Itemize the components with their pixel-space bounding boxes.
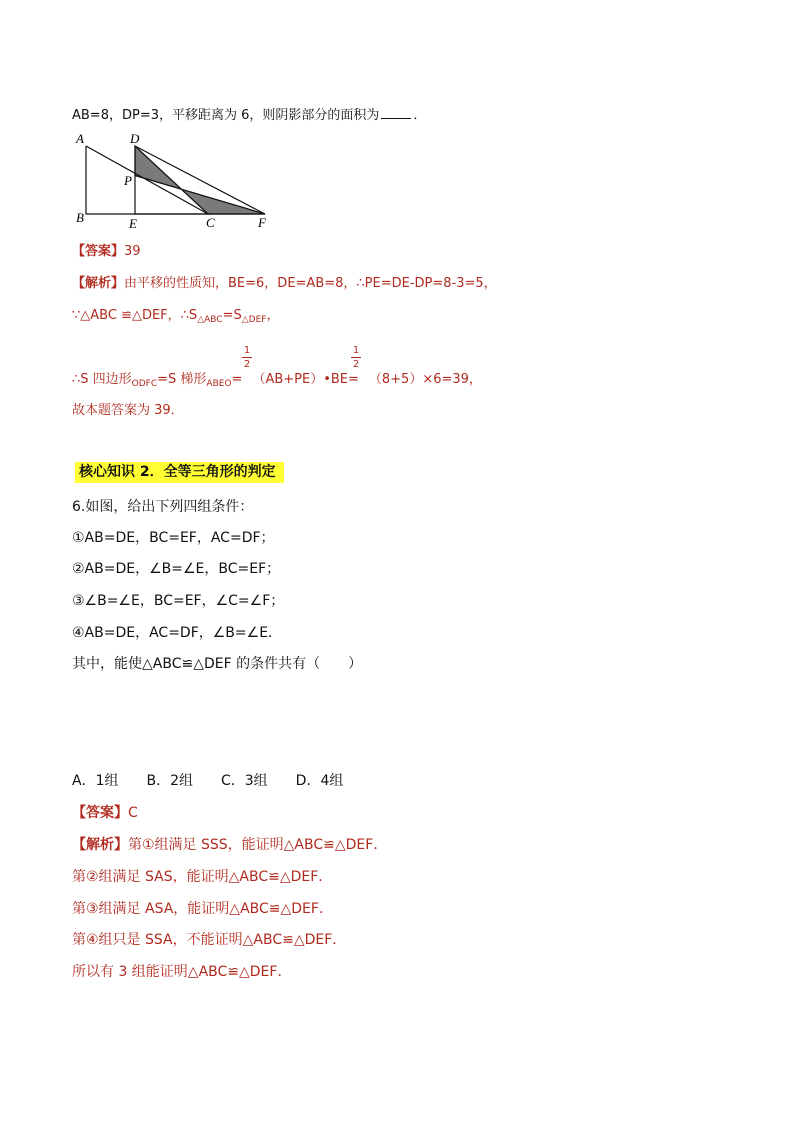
q5-analysis-line1: [72, 272, 497, 291]
answer-blank: [381, 106, 411, 119]
label-f: F: [258, 215, 266, 230]
fraction-half-1: [242, 345, 252, 370]
q6-analysis-line1: [72, 834, 387, 854]
section-title: 核心知识 2．全等三角形的判定: [75, 462, 284, 483]
q6-analysis-line4: 第④组只是 SSA，不能证明△ABC≌△DEF．: [72, 932, 347, 948]
analysis-tag: 【解析】: [72, 837, 128, 853]
q6-stem: 6.如图，给出下列四组条件：: [72, 499, 254, 515]
q6-condition-4: ④AB=DE，AC=DF，∠B=∠E．: [72, 625, 283, 641]
section-heading: [75, 461, 284, 481]
q6-analysis-line5: 所以有 3 组能证明△ABC≌△DEF．: [72, 964, 292, 980]
label-b: B: [76, 210, 84, 225]
fraction-numerator: 1: [352, 345, 360, 356]
answer-value: C: [128, 805, 138, 821]
fraction-half-2: [351, 345, 361, 370]
label-p: P: [124, 173, 132, 188]
q5-stem-end: ．: [413, 108, 427, 123]
q6-analysis-line2: 第②组满足 SAS，能证明△ABC≌△DEF．: [72, 869, 333, 885]
q5-answer: [72, 240, 141, 259]
triangle-abc: [86, 146, 208, 214]
label-d: D: [130, 131, 140, 146]
q5-stem-text: AB=8，DP=3，平移距离为 6，则阴影部分的面积为: [72, 108, 380, 123]
analysis-text: =S 梯形: [157, 372, 207, 387]
analysis-text: 第①组满足 SSS，能证明△ABC≌△DEF．: [128, 837, 388, 853]
q5-analysis-line3: [72, 368, 482, 389]
fraction-denominator: 2: [352, 359, 360, 370]
answer-value: 39: [124, 244, 141, 259]
analysis-text: （8+5）×6=39，: [368, 372, 482, 387]
analysis-text: ∵△ABC ≌△DEF，∴S: [72, 308, 198, 323]
q6-condition-3: ③∠B=∠E，BC=EF，∠C=∠F；: [72, 593, 285, 609]
q6-options: A．1组 B．2组 C．3组 D．4组: [72, 773, 344, 789]
analysis-tag: 【解析】: [72, 276, 125, 291]
analysis-text: 由平移的性质知，BE=6，DE=AB=8，∴PE=DE-DP=8-3=5，: [124, 276, 497, 291]
analysis-text: =S: [222, 308, 242, 323]
q5-analysis-line4: 故本题答案为 39．: [72, 403, 184, 418]
q6-answer: [72, 802, 138, 822]
subscript: ABEO: [206, 379, 232, 389]
subscript: △DEF: [241, 315, 267, 325]
q6-question: 其中，能使△ABC≌△DEF 的条件共有（ ）: [72, 656, 363, 672]
answer-tag: 【答案】: [72, 244, 125, 259]
fraction-denominator: 2: [243, 359, 251, 370]
q5-stem: [72, 104, 426, 123]
subscript: ODFC: [131, 379, 158, 389]
translation-figure: [70, 128, 280, 232]
label-c: C: [206, 215, 215, 230]
fraction-numerator: 1: [243, 345, 251, 356]
q6-condition-2: ②AB=DE，∠B=∠E，BC=EF；: [72, 561, 281, 577]
analysis-text: ∴S 四边形: [72, 372, 132, 387]
q5-analysis-line2: [72, 304, 279, 325]
analysis-text: ，: [266, 308, 280, 323]
analysis-text: =: [231, 372, 243, 387]
q6-condition-1: ①AB=DE，BC=EF，AC=DF；: [72, 530, 275, 546]
answer-tag: 【答案】: [72, 805, 128, 821]
analysis-text: （AB+PE）•BE=: [252, 372, 359, 387]
label-e: E: [129, 216, 137, 231]
label-a: A: [76, 131, 84, 146]
q6-analysis-line3: 第③组满足 ASA，能证明△ABC≌△DEF．: [72, 901, 333, 917]
subscript: △ABC: [197, 315, 223, 325]
